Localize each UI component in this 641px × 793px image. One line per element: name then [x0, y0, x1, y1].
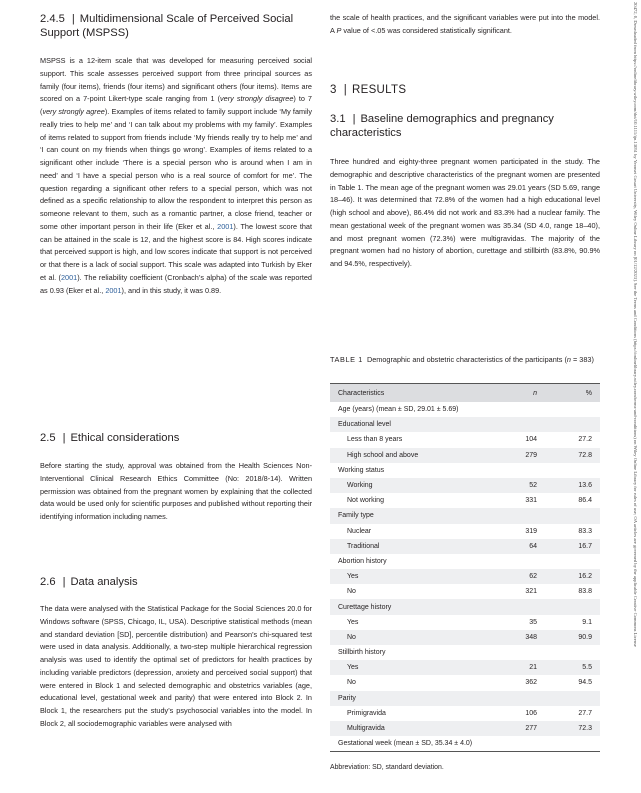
section-2-4-5-heading: 2.4.5 | Multidimensional Scale of Perceived Social Support (MSPSS) — [40, 13, 294, 39]
row-n: 21 — [482, 660, 541, 675]
table-row — [330, 691, 600, 706]
row-label: Multigravida — [330, 721, 482, 736]
row-percent — [541, 508, 600, 523]
row-n: 104 — [525, 436, 537, 444]
row-n: 321 — [525, 588, 537, 596]
header-percent: % — [541, 384, 600, 403]
table-row — [330, 599, 600, 614]
row-label: Parity — [330, 691, 482, 706]
row-n — [482, 402, 541, 417]
row-n — [482, 736, 541, 752]
section-title-line2: Support (MSPSS) — [40, 27, 129, 39]
row-label: Stillbirth history — [338, 649, 386, 657]
table-row — [330, 417, 600, 432]
table-footnote: Abbreviation: SD, standard deviation. — [330, 764, 444, 771]
table-row — [330, 402, 600, 417]
row-label: Not working — [347, 497, 384, 505]
row-label: No — [347, 588, 356, 596]
table-row — [330, 630, 600, 645]
ethics-paragraph: Before starting the study, approval was obtained from the Health Sciences Non-Interventional Clinical Research Ethics Committee (No: 2018/8-14). Written permission was obtained from the pregnant women by explaining that the collected data would be used only for scientific purposes and published without reporting their identifying information including names. — [40, 461, 312, 521]
table-row — [330, 448, 600, 463]
row-label: Age (years) (mean ± SD, 29.01 ± 5.69) — [338, 406, 459, 414]
citation-link[interactable]: 2001 — [105, 285, 122, 295]
row-percent — [541, 463, 600, 478]
results-paragraph: Three hundred and eighty-three pregnant women participated in the study. The demographic and descriptive characteristics of the pregnant women are presented in Table 1. The mean age of the pregnant women was 29.01 years (SD 5.69, range 18–46). It was determined that 72.8% of the women had a high educational level (high school and above), 86.4% did not work and 83.3% had a nuclear family. The mean gestational week of the pregnant women was 35.34 (SD 4.0, range 18–40), and most pregnant women (72.3%) were multigravidas. The majority of the pregnant women had no history of abortion, curettage and stillbirth (83.8%, 90.9% and 94.5%, respectively). — [330, 157, 600, 268]
row-n: 52 — [482, 478, 541, 493]
row-label: High school and above — [330, 448, 482, 463]
row-percent: 90.9 — [541, 630, 600, 645]
table-row — [330, 675, 600, 690]
row-percent: 83.8 — [578, 588, 592, 596]
section-2-6-heading: 2.6 | Data analysis — [40, 576, 138, 588]
row-label: Curettage history — [330, 599, 482, 614]
row-n: 64 — [482, 539, 541, 554]
row-n — [482, 554, 541, 569]
sidebar-text: 20472, 0, Downloaded from https://onlinelibrary.wiley.com/doi/10.1111/ijn.13051 by Yeonsei Gosari University, Wiley Online Library on [01/12/2023]. See the Terms and Conditions (https://onlinelibrary.wiley.com/terms-and-conditions) on Wiley Online Library for rules of use; OA articles are governed by the applicable Creative Commons License — [633, 2, 638, 647]
table-row — [330, 569, 600, 584]
table-row — [330, 721, 600, 736]
row-percent: 27.7 — [578, 709, 592, 717]
table-row — [330, 493, 600, 508]
table-row — [330, 508, 600, 523]
row-label: Gestational week (mean ± SD, 35.34 ± 4.0) — [330, 736, 482, 752]
row-percent: 86.4 — [578, 497, 592, 505]
table-row — [330, 660, 600, 675]
table-row — [330, 463, 600, 478]
table-body — [330, 402, 600, 752]
header-n: n — [482, 384, 541, 403]
row-label: Yes — [347, 618, 359, 626]
mspss-paragraph: MSPSS is a 12-item scale that was developed for measuring perceived social support. This scale assesses perceived support from three principal sources as family (four items), friends (four items) and significant others (four items). Items are scored on a 7-point Likert-type scale ranging from 1 (very strongly disagree) to 7 (very strongly agree). Examples of items related to family support include ‘My family really tries to help me’ and ‘I can talk about my problems with my family’. Examples of items related to support from friends include ‘My friends really try to help me’ and ‘I can count on my friends when things go wrong’. Examples of items related to a significant other include ‘There is a special person who is around when I am in need’ and ‘I have a special person who is a real source of comfort for me’. The question regarding a significant other refers to a special person, which was not defined as a specific relationship to allow the respondent to interpret this person as someone relevant to them, such as a romantic partner, a close friend, teacher or some other important person in their life (Eker et al., 2001). The lowest score that can be attained in the scale is 12, and the highest score is 84. High scores indicate that perceived support is high, and low scores indicate that support is not perceived or that there is a lack of social support. This scale was adapted into Turkish by Eker et al. (2001). The reliability coefficient (Cronbach’s alpha) of the scale was reported as 0.93 (Eker et al., 2001), and in this study, it was 0.89. — [40, 56, 312, 295]
row-label: Working — [330, 478, 482, 493]
row-percent — [541, 417, 600, 432]
row-percent: 72.8 — [541, 448, 600, 463]
row-n: 331 — [525, 497, 537, 505]
row-label: No — [330, 630, 482, 645]
demographics-table — [330, 383, 600, 752]
row-percent: 83.3 — [578, 527, 592, 535]
table-row — [330, 524, 600, 539]
row-label: Nuclear — [347, 527, 372, 535]
table-caption: TABLE 1 Demographic and obstetric characteristics of the participants (n = 383) — [330, 355, 594, 364]
table-row — [330, 615, 600, 630]
table-row — [330, 478, 600, 493]
row-n — [482, 417, 541, 432]
row-n: 106 — [525, 709, 537, 717]
data-analysis-paragraph: The data were analysed with the Statistical Package for the Social Sciences 20.0 for Windows software (SPSS, Chicago, IL, USA). Descriptive statistical methods (mean and standard deviation [SD], percentile distribution) and Pearson’s chi-squared test were used in data analysis. Additionally, a two-step multiple hierarchical regression analysis was used to identify the optimal set of predictors for health practices by including variable predictors (depression, anxiety and perceived social support) that were entered in Block 1 and selected demographic and obstetrics variables (age, educational level, gestational week and parity) that were entered into Block 2. In Block 1, the researchers put the study’s psychosocial variables into the model. In Block 2, all sociodemographic variables were analysed with — [40, 604, 312, 728]
header-characteristics: Characteristics — [330, 384, 482, 403]
table-row — [330, 584, 600, 599]
table-row — [330, 554, 600, 569]
row-percent: 72.3 — [541, 721, 600, 736]
row-percent — [541, 599, 600, 614]
row-n: 62 — [482, 569, 541, 584]
row-n — [482, 599, 541, 614]
row-percent — [541, 554, 600, 569]
row-percent: 27.2 — [578, 436, 592, 444]
table-row — [330, 432, 600, 447]
row-percent: 9.1 — [582, 618, 592, 626]
section-title-line1: Multidimensional Scale of Perceived Social — [79, 13, 294, 25]
row-n: 277 — [482, 721, 541, 736]
row-n — [482, 508, 541, 523]
citation-link[interactable]: 2001 — [217, 221, 234, 231]
row-n — [482, 645, 541, 660]
row-n: 362 — [525, 679, 537, 687]
citation-link[interactable]: 2001 — [61, 272, 78, 282]
row-percent: 16.7 — [541, 539, 600, 554]
row-label: Traditional — [330, 539, 482, 554]
table-row — [330, 706, 600, 721]
row-label: Abortion history — [338, 557, 387, 565]
section-number: 2.4.5 — [40, 13, 65, 25]
row-percent: 5.5 — [541, 660, 600, 675]
row-n — [482, 463, 541, 478]
row-label: Yes — [330, 660, 482, 675]
row-label: Primigravida — [347, 709, 386, 717]
row-percent: 94.5 — [578, 679, 592, 687]
row-n: 319 — [525, 527, 537, 535]
table-label: TABLE 1 — [330, 355, 363, 364]
row-percent — [541, 691, 600, 706]
row-label: Less than 8 years — [347, 436, 403, 444]
download-notice-sidebar — [632, 0, 641, 793]
continued-paragraph: the scale of health practices, and the significant variables were put into the model. A P value of <.05 was considered statistically significant. — [330, 13, 600, 35]
row-label: Family type — [330, 508, 482, 523]
row-label: Educational level — [330, 417, 482, 432]
table-row — [330, 736, 600, 752]
table-header-row — [330, 384, 600, 403]
row-n — [482, 691, 541, 706]
section-3-1-heading: 3.1 | Baseline demographics and pregnancy characteristics — [330, 113, 554, 139]
row-percent — [541, 736, 600, 752]
row-label: Working status — [338, 466, 385, 474]
row-label: No — [347, 679, 356, 687]
section-3-heading: 3 | RESULTS — [330, 84, 407, 96]
row-n: 35 — [529, 618, 537, 626]
table-row — [330, 645, 600, 660]
table-row — [330, 539, 600, 554]
row-percent — [541, 645, 600, 660]
row-label: Yes — [330, 569, 482, 584]
row-percent: 16.2 — [541, 569, 600, 584]
row-percent — [541, 402, 600, 417]
row-n: 279 — [482, 448, 541, 463]
row-percent: 13.6 — [541, 478, 600, 493]
row-n: 348 — [482, 630, 541, 645]
section-2-5-heading: 2.5 | Ethical considerations — [40, 432, 180, 444]
